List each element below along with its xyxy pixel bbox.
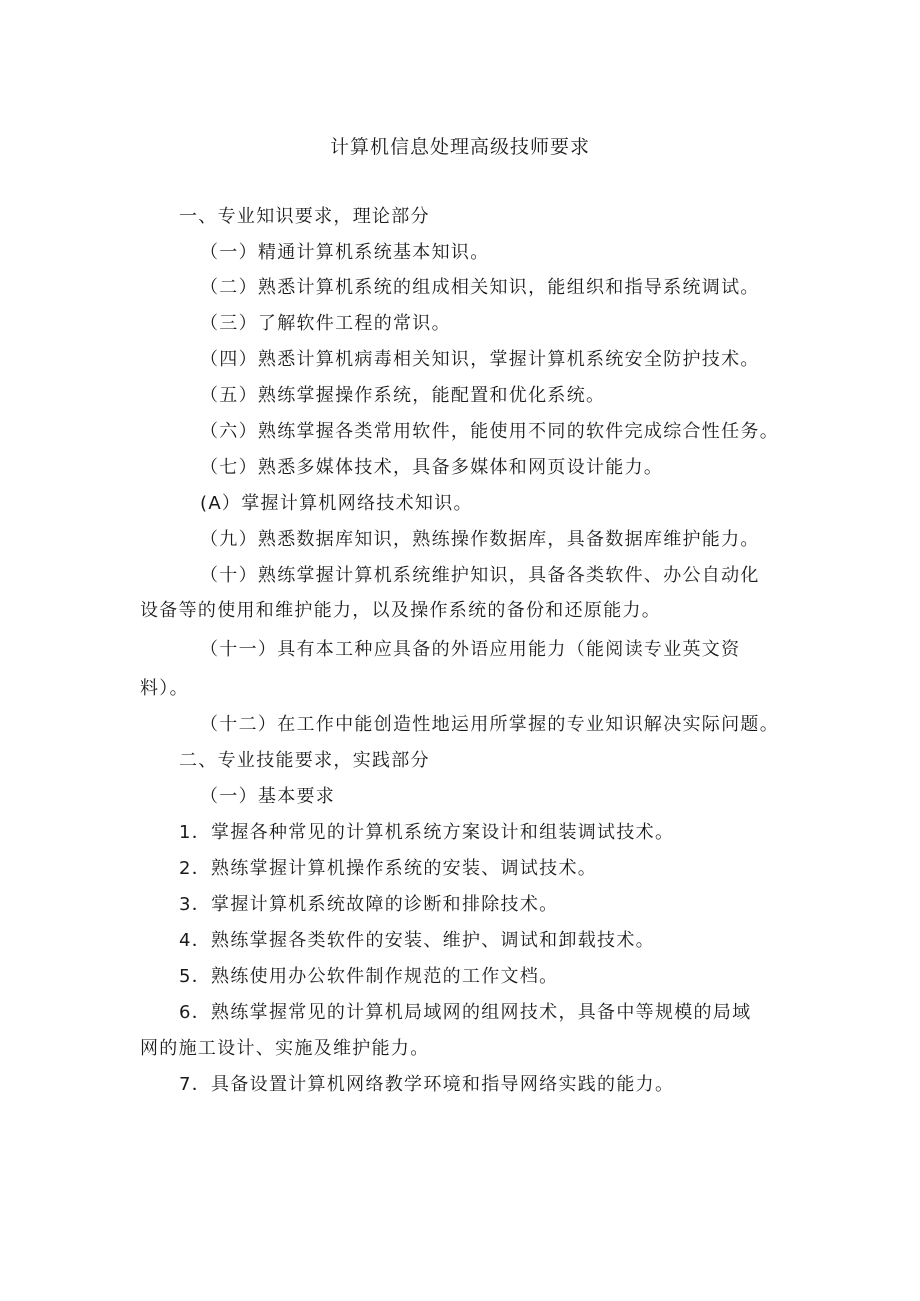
list-item: (A）掌握计算机网络技术知识。 (200, 493, 473, 514)
list-item: 7．具备设置计算机网络教学环境和指导网络实践的能力。 (179, 1074, 675, 1095)
list-item: （十）熟练掌握计算机系统维护知识，具备各类软件、办公自动化 (200, 565, 760, 586)
subsection-heading: （一）基本要求 (200, 786, 336, 807)
list-item: 3．掌握计算机系统故障的诊断和排除技术。 (179, 894, 559, 915)
list-item: 4．熟练掌握各类软件的安装、维护、调试和卸载技术。 (179, 930, 655, 951)
list-item: （一）精通计算机系统基本知识。 (200, 242, 490, 263)
list-item-continuation: 设备等的使用和维护能力，以及操作系统的备份和还原能力。 (140, 600, 662, 621)
list-item: （九）熟悉数据库知识，熟练操作数据库，具备数据库维护能力。 (200, 529, 760, 550)
list-item-continuation: 料）。 (140, 678, 189, 699)
list-item-continuation: 网的施工设计、实施及维护能力。 (140, 1038, 430, 1059)
section-heading: 二、专业技能要求，实践部分 (179, 750, 430, 771)
list-item: 1．掌握各种常见的计算机系统方案设计和组装调试技术。 (179, 822, 675, 843)
list-item: 2．熟练掌握计算机操作系统的安装、调试技术。 (179, 858, 598, 879)
list-item: 6．熟练掌握常见的计算机局域网的组网技术，具备中等规模的局域 (179, 1002, 752, 1023)
list-item: 5．熟练使用办公软件制作规范的工作文档。 (179, 966, 559, 987)
list-item: （四）熟悉计算机病毒相关知识，掌握计算机系统安全防护技术。 (200, 349, 760, 370)
list-item: （三）了解软件工程的常识。 (200, 313, 451, 334)
list-item: （六）熟练掌握各类常用软件，能使用不同的软件完成综合性任务。 (200, 421, 779, 442)
section-heading: 一、专业知识要求，理论部分 (179, 206, 430, 227)
list-item: （十二）在工作中能创造性地运用所掌握的专业知识解决实际问题。 (200, 714, 779, 735)
list-item: （十一）具有本工种应具备的外语应用能力（能阅读专业英文资 (200, 639, 741, 660)
list-item: （二）熟悉计算机系统的组成相关知识，能组织和指导系统调试。 (200, 277, 760, 298)
document-title: 计算机信息处理高级技师要求 (329, 136, 590, 158)
list-item: （七）熟悉多媒体技术，具备多媒体和网页设计能力。 (200, 457, 664, 478)
list-item: （五）熟练掌握操作系统，能配置和优化系统。 (200, 385, 606, 406)
